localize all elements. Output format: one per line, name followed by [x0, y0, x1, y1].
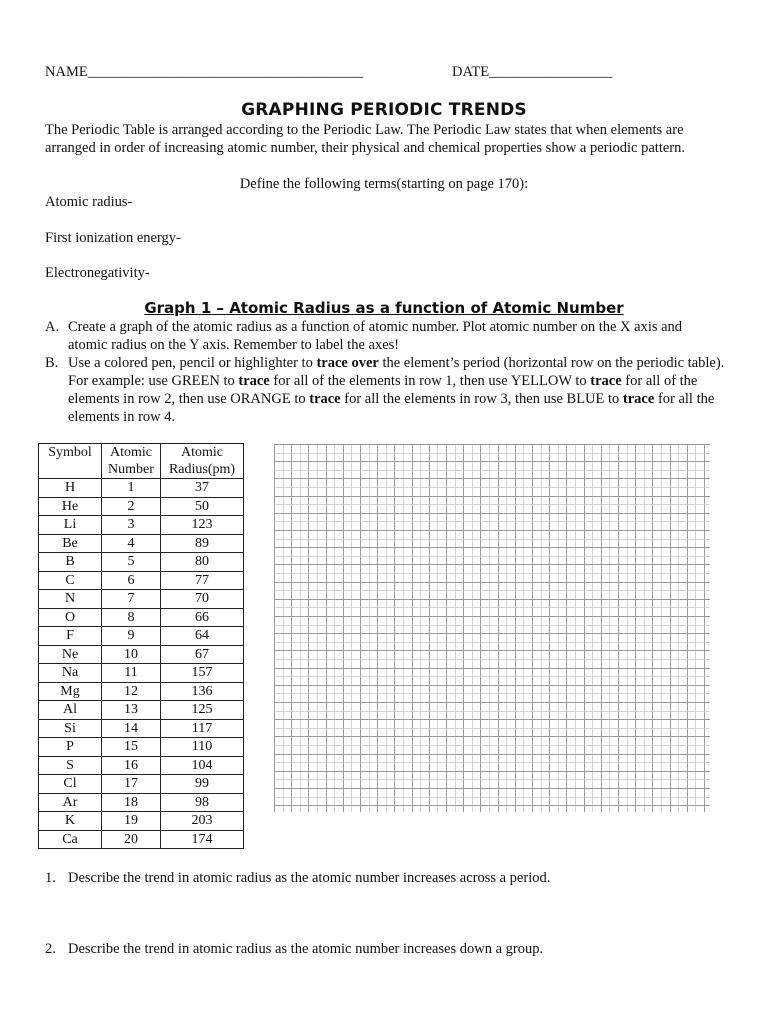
symbol-cell: C: [39, 571, 102, 590]
atomic-radius-cell: 203: [161, 812, 244, 831]
symbol-cell: Ne: [39, 645, 102, 664]
instruction-b-text: Use a colored pen, pencil or highlighter to trace over the element’s period (horizontal row on the periodic table). For example: use GREEN to trace for all of the elements in row 1, then use YELLOW to trace for all of the elements in row 2, then use ORANGE to trace for all the elements in row 3, then use BLUE to trace for all the elements in row 4.: [68, 355, 725, 425]
header-atomic-number: Atomic Number: [102, 444, 161, 479]
atomic-radius-cell: 157: [161, 664, 244, 683]
header-atomic-radius: Atomic Radius(pm): [161, 444, 244, 479]
symbol-cell: Na: [39, 664, 102, 683]
atomic-number-cell: 15: [102, 738, 161, 757]
atomic-radius-cell: 110: [161, 738, 244, 757]
table-row: [39, 719, 244, 738]
symbol-cell: He: [39, 497, 102, 516]
atomic-radius-cell: 117: [161, 719, 244, 738]
atomic-number-cell: 17: [102, 775, 161, 794]
table-row: [39, 534, 244, 553]
table-row: [39, 701, 244, 720]
intro-paragraph: The Periodic Table is arranged according to the Periodic Law. The Periodic Law states that when elements are arranged in order of increasing atomic number, their physical and chemical properties show a periodic pattern.: [45, 122, 685, 156]
instruction-b: [45, 354, 725, 426]
symbol-cell: Ar: [39, 793, 102, 812]
table-row: [39, 738, 244, 757]
symbol-cell: H: [39, 479, 102, 498]
atomic-radius-cell: 64: [161, 627, 244, 646]
atomic-number-cell: 2: [102, 497, 161, 516]
atomic-number-cell: 1: [102, 479, 161, 498]
table-body: [39, 479, 244, 849]
symbol-cell: Al: [39, 701, 102, 720]
atomic-radius-cell: 80: [161, 553, 244, 572]
table-row: [39, 664, 244, 683]
table-header-row: [39, 444, 244, 479]
term-first-ionization-energy: First ionization energy-: [45, 230, 181, 246]
question-2-text: Describe the trend in atomic radius as the atomic number increases down a group.: [68, 941, 544, 957]
graph-title: Graph 1 – Atomic Radius as a function of Atomic Number: [144, 299, 624, 317]
instruction-a: [45, 318, 725, 354]
atomic-radius-cell: 50: [161, 497, 244, 516]
atomic-radius-cell: 66: [161, 608, 244, 627]
symbol-cell: Be: [39, 534, 102, 553]
atomic-radius-cell: 174: [161, 830, 244, 849]
symbol-cell: O: [39, 608, 102, 627]
table-row: [39, 793, 244, 812]
table-row: [39, 756, 244, 775]
atomic-radius-cell: 99: [161, 775, 244, 794]
atomic-number-cell: 12: [102, 682, 161, 701]
atomic-radius-cell: 67: [161, 645, 244, 664]
symbol-cell: N: [39, 590, 102, 609]
atomic-number-cell: 16: [102, 756, 161, 775]
table-row: [39, 608, 244, 627]
atomic-radius-cell: 104: [161, 756, 244, 775]
define-prompt: Define the following terms(starting on page 170):: [239, 176, 529, 192]
instruction-b-label: B.: [45, 355, 59, 371]
term-electronegativity: Electronegativity-: [45, 265, 150, 281]
table-row: [39, 497, 244, 516]
atomic-number-cell: 10: [102, 645, 161, 664]
atomic-radius-cell: 37: [161, 479, 244, 498]
atomic-radius-cell: 125: [161, 701, 244, 720]
atomic-number-cell: 3: [102, 516, 161, 535]
atomic-number-cell: 19: [102, 812, 161, 831]
atomic-radius-cell: 70: [161, 590, 244, 609]
atomic-number-cell: 4: [102, 534, 161, 553]
table-row: [39, 775, 244, 794]
symbol-cell: Cl: [39, 775, 102, 794]
instruction-a-label: A.: [45, 319, 60, 335]
instruction-a-text: Create a graph of the atomic radius as a function of atomic number. Plot atomic number on the X axis and atomic radius on the Y axis. Remember to label the axes!: [68, 319, 683, 353]
atomic-number-cell: 5: [102, 553, 161, 572]
symbol-cell: Mg: [39, 682, 102, 701]
symbol-cell: P: [39, 738, 102, 757]
atomic-number-cell: 8: [102, 608, 161, 627]
atomic-number-cell: 6: [102, 571, 161, 590]
name-field[interactable]: NAME______________________________________: [45, 64, 364, 80]
date-field[interactable]: DATE_________________: [452, 64, 613, 80]
term-atomic-radius: Atomic radius-: [45, 194, 133, 210]
table-row: [39, 812, 244, 831]
question-1: [45, 870, 550, 887]
page-title: GRAPHING PERIODIC TRENDS: [241, 100, 527, 120]
symbol-cell: Si: [39, 719, 102, 738]
header-symbol: Symbol: [39, 444, 102, 479]
table-row: [39, 516, 244, 535]
table-row: [39, 627, 244, 646]
atomic-number-cell: 13: [102, 701, 161, 720]
atomic-number-cell: 14: [102, 719, 161, 738]
symbol-cell: K: [39, 812, 102, 831]
table-row: [39, 645, 244, 664]
question-2: [45, 941, 543, 958]
atomic-radius-cell: 89: [161, 534, 244, 553]
question-1-number: 1.: [45, 870, 56, 886]
atomic-radius-cell: 77: [161, 571, 244, 590]
symbol-cell: Li: [39, 516, 102, 535]
symbol-cell: F: [39, 627, 102, 646]
atomic-radius-cell: 98: [161, 793, 244, 812]
atomic-number-cell: 7: [102, 590, 161, 609]
table-row: [39, 479, 244, 498]
atomic-number-cell: 9: [102, 627, 161, 646]
table-row: [39, 830, 244, 849]
symbol-cell: B: [39, 553, 102, 572]
atomic-radius-table: [38, 443, 244, 849]
table-row: [39, 682, 244, 701]
atomic-radius-cell: 136: [161, 682, 244, 701]
symbol-cell: Ca: [39, 830, 102, 849]
graph-paper-grid[interactable]: [274, 444, 710, 812]
atomic-number-cell: 20: [102, 830, 161, 849]
atomic-number-cell: 18: [102, 793, 161, 812]
question-2-number: 2.: [45, 941, 56, 957]
table-row: [39, 590, 244, 609]
atomic-radius-cell: 123: [161, 516, 244, 535]
table-row: [39, 553, 244, 572]
atomic-number-cell: 11: [102, 664, 161, 683]
symbol-cell: S: [39, 756, 102, 775]
table-row: [39, 571, 244, 590]
question-1-text: Describe the trend in atomic radius as the atomic number increases across a period.: [68, 870, 551, 886]
